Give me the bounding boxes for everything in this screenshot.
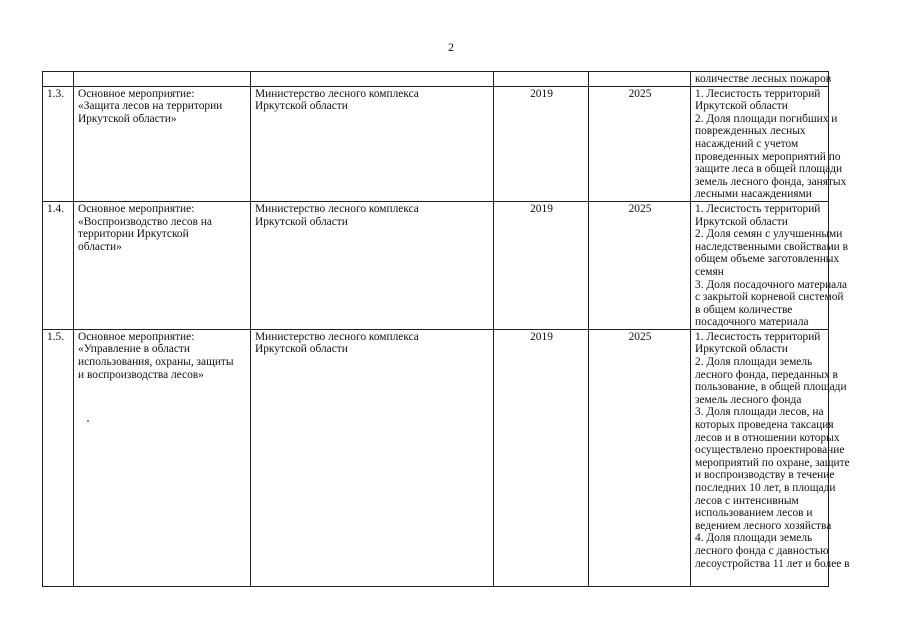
- text-line: Министерство лесного комплекса: [255, 87, 419, 100]
- table-row: [43, 329, 829, 586]
- text-line: Иркутской области: [255, 100, 348, 113]
- text-line: Иркутской области»: [78, 112, 177, 125]
- scan-speck: [87, 420, 89, 422]
- text-line: 1. Лесистость территорий: [695, 87, 821, 100]
- text-line: Иркутской области: [255, 343, 348, 356]
- text-line: осуществлено проектирование: [695, 444, 845, 457]
- cell-executor: [251, 86, 494, 201]
- text-line: Основное мероприятие:: [78, 202, 195, 215]
- cell-start-year: [494, 72, 589, 87]
- cell-start-year: 2019: [494, 201, 589, 329]
- text-line: мероприятий по охране, защите: [695, 456, 850, 469]
- text-line: 1. Лесистость территорий: [695, 330, 821, 343]
- text-line: Иркутской области: [695, 100, 788, 113]
- text-line: земель лесного фонда: [695, 393, 802, 406]
- text-line: и воспроизводства лесов»: [78, 368, 204, 381]
- page-number: 2: [448, 40, 454, 54]
- text-line: количестве лесных пожаров: [695, 73, 832, 85]
- text-line: лесоустройства 11 лет и более в: [695, 557, 850, 570]
- cell-executor: [251, 72, 494, 87]
- cell-indicators: [691, 72, 832, 87]
- cell-number: 1.4.: [43, 201, 74, 329]
- text-line: Министерство лесного комплекса: [255, 202, 419, 215]
- cell-number: [43, 72, 74, 87]
- text-line: «Управление в области: [78, 343, 190, 356]
- text-line: территории Иркутской: [78, 228, 189, 241]
- text-line: пользование, в общей площади: [695, 381, 847, 394]
- text-line: лесного фонда, переданных в: [695, 368, 838, 381]
- cell-end-year: 2025: [589, 201, 691, 329]
- text-line: поврежденных лесных: [695, 125, 806, 138]
- cell-indicators: [691, 329, 850, 586]
- text-line: 2. Доля площади погибших и: [695, 112, 838, 125]
- text-line: использованием лесов и: [695, 507, 813, 520]
- text-line: Иркутской области: [695, 215, 788, 228]
- text-line: 3. Доля посадочного материала: [695, 278, 848, 291]
- cell-measure-name: [74, 201, 251, 329]
- text-line: 2. Доля площади земель: [695, 356, 813, 369]
- cell-start-year: 2019: [494, 86, 589, 201]
- cell-start-year: 2019: [494, 329, 589, 586]
- cell-number: 1.5.: [43, 329, 74, 586]
- text-line: Иркутской области: [695, 343, 788, 356]
- cell-end-year: 2025: [589, 86, 691, 201]
- cell-executor: [251, 201, 494, 329]
- text-line: 2. Доля семян с улучшенными: [695, 228, 843, 241]
- text-line: Основное мероприятие:: [78, 87, 195, 100]
- text-line: 1. Лесистость территорий: [695, 202, 821, 215]
- text-line: и воспроизводству в течение: [695, 469, 835, 482]
- text-line: земель лесного фонда, занятых: [695, 175, 847, 188]
- cell-executor: [251, 329, 494, 586]
- cell-end-year: 2025: [589, 329, 691, 586]
- text-line: защите леса в общей площади: [695, 163, 843, 176]
- text-line: использования, охраны, защиты: [78, 356, 234, 369]
- table-row: [43, 201, 829, 329]
- text-line: лесов и в отношении которых: [695, 431, 840, 444]
- program-measures-table: [42, 71, 850, 587]
- cell-measure-name: [74, 72, 251, 87]
- table-row: [43, 86, 829, 201]
- cell-end-year: [589, 72, 691, 87]
- text-line: которых проведена таксация: [695, 419, 834, 432]
- text-line: последних 10 лет, в площади: [695, 482, 836, 494]
- text-line: в общем количестве: [695, 303, 793, 316]
- text-line: с закрытой корневой системой: [695, 291, 844, 304]
- text-line: «Воспроизводство лесов на: [78, 215, 212, 228]
- text-line: ведением лесного хозяйства: [695, 519, 832, 532]
- text-line: насаждений с учетом: [695, 137, 799, 150]
- text-line: общем объеме заготовленных: [695, 253, 840, 266]
- table-row-continuation: [43, 72, 829, 87]
- text-line: наследственными свойствами в: [695, 240, 848, 253]
- text-line: Основное мероприятие:: [78, 330, 195, 343]
- cell-number: 1.3.: [43, 86, 74, 201]
- cell-measure-name: [74, 329, 251, 586]
- cell-indicators: [691, 201, 848, 329]
- cell-indicators: [691, 86, 847, 201]
- text-line: Министерство лесного комплекса: [255, 330, 419, 343]
- text-line: «Защита лесов на территории: [78, 100, 223, 113]
- text-line: Иркутской области: [255, 215, 348, 228]
- text-line: области»: [78, 240, 122, 253]
- text-line: 4. Доля площади земель: [695, 532, 813, 545]
- text-line: лесного фонда с давностью: [695, 544, 829, 557]
- text-line: лесными насаждениями: [695, 188, 812, 201]
- cell-measure-name: [74, 86, 251, 201]
- text-line: лесов с интенсивным: [695, 494, 799, 507]
- text-line: проведенных мероприятий по: [695, 150, 841, 163]
- text-line: 3. Доля площади лесов, на: [695, 406, 824, 419]
- text-line: семян: [695, 265, 724, 278]
- text-line: посадочного материала: [695, 316, 809, 329]
